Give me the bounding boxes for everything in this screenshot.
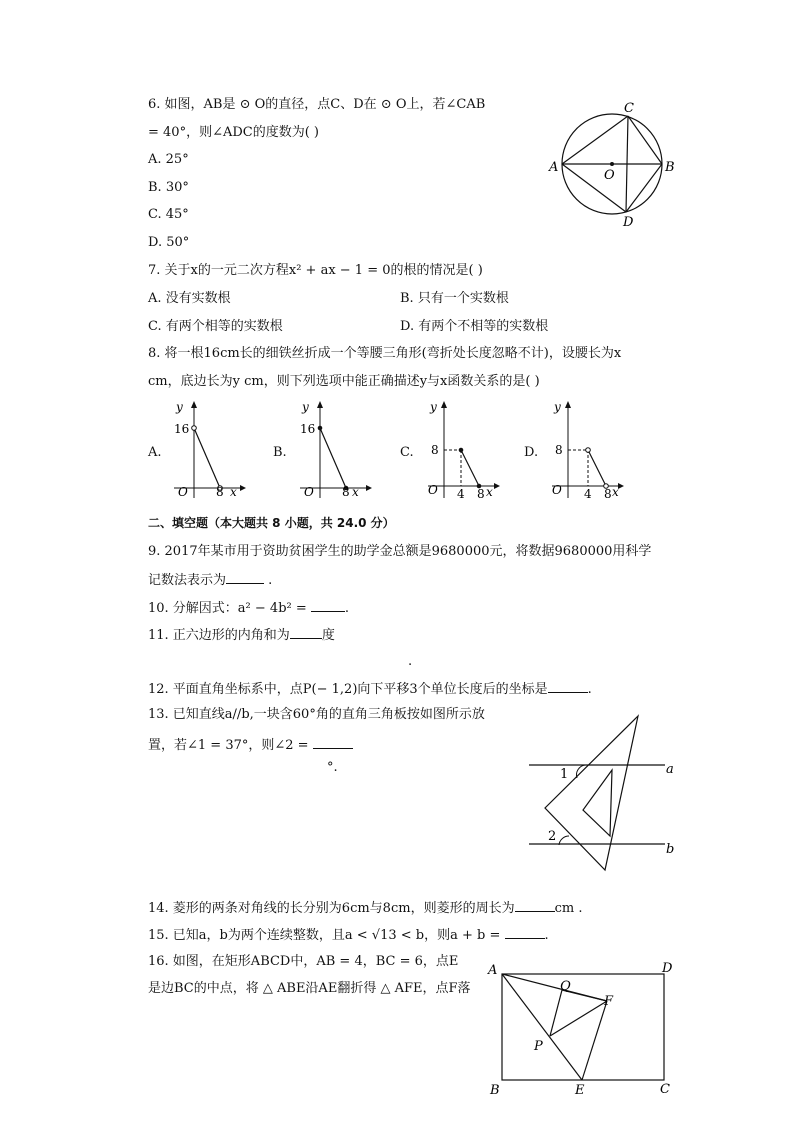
q11-text: 11. 正六边形的内角和为 — [148, 628, 290, 643]
q6-circle-figure — [540, 100, 680, 230]
q8-graph-b-origin: O — [304, 485, 314, 499]
q6-option-d: D. 50° — [148, 235, 190, 250]
q8-graph-a-xtick: 8 — [216, 485, 224, 499]
q6-option-b: B. 30° — [148, 180, 189, 195]
q8-graph-c-ylabel: y — [430, 400, 437, 414]
q8-graph-a-origin: O — [178, 485, 188, 499]
q15-end: . — [544, 928, 549, 943]
q8-graph-d-xlabel: x — [612, 485, 619, 499]
q7-line1: 7. 关于x的一元二次方程x² + ax − 1 = 0的根的情况是( ) — [148, 263, 483, 278]
q8-graph-c-xlabel: x — [486, 485, 493, 499]
q8-graph-a-ylabel: y — [176, 400, 183, 414]
q11-end: 度 — [321, 628, 335, 643]
q9-line2-text: 记数法表示为 — [148, 573, 227, 588]
q8-line1: 8. 将一根16cm长的细铁丝折成一个等腰三角形(弯折处长度忽略不计)，设腰长为x — [148, 346, 622, 361]
q12 — [148, 679, 592, 699]
q9-answer-blank[interactable] — [226, 570, 264, 584]
q13-parallel-lines-figure — [525, 712, 685, 874]
q16-label-q: Q — [560, 979, 571, 994]
q7-option-b: B. 只有一个实数根 — [400, 291, 509, 306]
q13-line2-text: 置，若∠1 = 37°，则∠2 = — [148, 738, 309, 753]
q10-end: . — [344, 601, 350, 616]
q14-text: 14. 菱形的两条对角线的长分别为6cm与8cm，则菱形的周长为 — [148, 901, 515, 916]
q16-line2: 是边BC的中点，将 △ ABE沿AE翻折得 △ AFE，点F落 — [148, 981, 471, 996]
q9-line2 — [148, 570, 272, 590]
q8-graph-b-xtick: 8 — [342, 485, 350, 499]
q9-line2-end: . — [264, 573, 273, 588]
q11 — [148, 625, 335, 645]
q16-line1: 16. 如图，在矩形ABCD中，AB = 4，BC = 6，点E — [148, 954, 459, 969]
q8-graph-c-option: C. — [400, 445, 414, 460]
q8-graph-d-option: D. — [524, 445, 539, 460]
q16-label-a: A — [488, 963, 498, 978]
q13-line2 — [148, 735, 353, 755]
q13-line-b-label: b — [666, 842, 675, 857]
q8-graph-d-origin: O — [552, 483, 562, 497]
q14-end: cm . — [554, 901, 583, 916]
q8-graph-a-option: A. — [148, 445, 162, 460]
q8-graph-d-xtick-2: 8 — [604, 487, 612, 501]
q8-graph-b-ytick: 16 — [300, 422, 316, 436]
q8-graph-a — [170, 398, 250, 502]
q6-label-o: O — [604, 168, 615, 183]
q10-text: 10. 分解因式：a² − 4b² = — [148, 601, 307, 616]
q16-label-b: B — [490, 1083, 500, 1098]
q8-graph-c — [424, 398, 504, 502]
q7-option-d: D. 有两个不相等的实数根 — [400, 319, 549, 334]
q7-option-c: C. 有两个相等的实数根 — [148, 319, 283, 334]
q16-rectangle-figure — [484, 958, 684, 1098]
q12-end: . — [587, 682, 592, 697]
q12-answer-blank[interactable] — [548, 679, 588, 693]
q6-label-d: D — [623, 215, 634, 230]
section-2-title: 二、填空题（本大题共 8 小题，共 24.0 分） — [148, 516, 395, 530]
q6-label-b: B — [665, 160, 675, 175]
q15-text: 15. 已知a，b为两个连续整数，且a < √13 < b，则a + b = — [148, 928, 501, 943]
q13-degree: °. — [327, 760, 338, 775]
q8-graph-c-xtick-1: 4 — [457, 487, 465, 501]
q6-line1: 6. 如图，AB是 ⊙ O的直径，点C、D在 ⊙ O上，若∠CAB — [148, 97, 486, 112]
q6-line2: = 40°，则∠ADC的度数为( ) — [148, 125, 319, 140]
q8-graph-d — [548, 398, 628, 502]
q13-line-a-label: a — [666, 762, 674, 777]
q8-graph-d-ylabel: y — [554, 400, 561, 414]
q8-graph-b-option: B. — [273, 445, 287, 460]
q13-angle-1-label: 1 — [560, 767, 569, 782]
q10 — [148, 598, 349, 618]
q16-label-c: C — [660, 1082, 670, 1097]
q16-label-p: P — [534, 1039, 543, 1054]
q16-label-f: F — [604, 994, 614, 1009]
q14 — [148, 898, 582, 918]
q11-answer-blank[interactable] — [290, 625, 322, 639]
q12-text: 12. 平面直角坐标系中，点P(− 1,2)向下平移3个单位长度后的坐标是 — [148, 682, 548, 697]
q6-label-a: A — [549, 160, 559, 175]
q16-label-d: D — [662, 961, 673, 976]
q8-graph-b-xlabel: x — [352, 485, 359, 499]
q8-graph-c-origin: O — [428, 483, 438, 497]
q14-answer-blank[interactable] — [515, 898, 555, 912]
q8-graph-d-xtick-1: 4 — [584, 487, 592, 501]
q8-graph-c-xtick-2: 8 — [477, 487, 485, 501]
q15 — [148, 925, 549, 945]
q6-option-c: C. 45° — [148, 207, 189, 222]
q10-answer-blank[interactable] — [311, 598, 345, 612]
q13-answer-blank[interactable] — [313, 735, 353, 749]
q8-graph-a-xlabel: x — [230, 485, 237, 499]
q15-answer-blank[interactable] — [505, 925, 545, 939]
q16-label-e: E — [575, 1083, 585, 1098]
q8-graph-a-ytick: 16 — [174, 422, 190, 436]
q8-graph-c-ytick: 8 — [431, 443, 439, 457]
q13-line1: 13. 已知直线a//b,一块含60°角的直角三角板按如图所示放 — [148, 707, 485, 722]
q7-option-a: A. 没有实数根 — [148, 291, 231, 306]
q6-label-c: C — [624, 101, 634, 116]
q8-graph-b-ylabel: y — [302, 400, 309, 414]
q8-graph-b — [296, 398, 376, 502]
q6-option-a: A. 25° — [148, 152, 189, 167]
q9-line1: 9. 2017年某市用于资助贫困学生的助学金总额是9680000元，将数据9680000用科学 — [148, 544, 652, 559]
q11-dot: . — [408, 654, 413, 669]
q8-line2: cm，底边长为y cm，则下列选项中能正确描述y与x函数关系的是( ) — [148, 374, 540, 389]
q8-graph-d-ytick: 8 — [555, 443, 563, 457]
q13-angle-2-label: 2 — [548, 829, 557, 844]
